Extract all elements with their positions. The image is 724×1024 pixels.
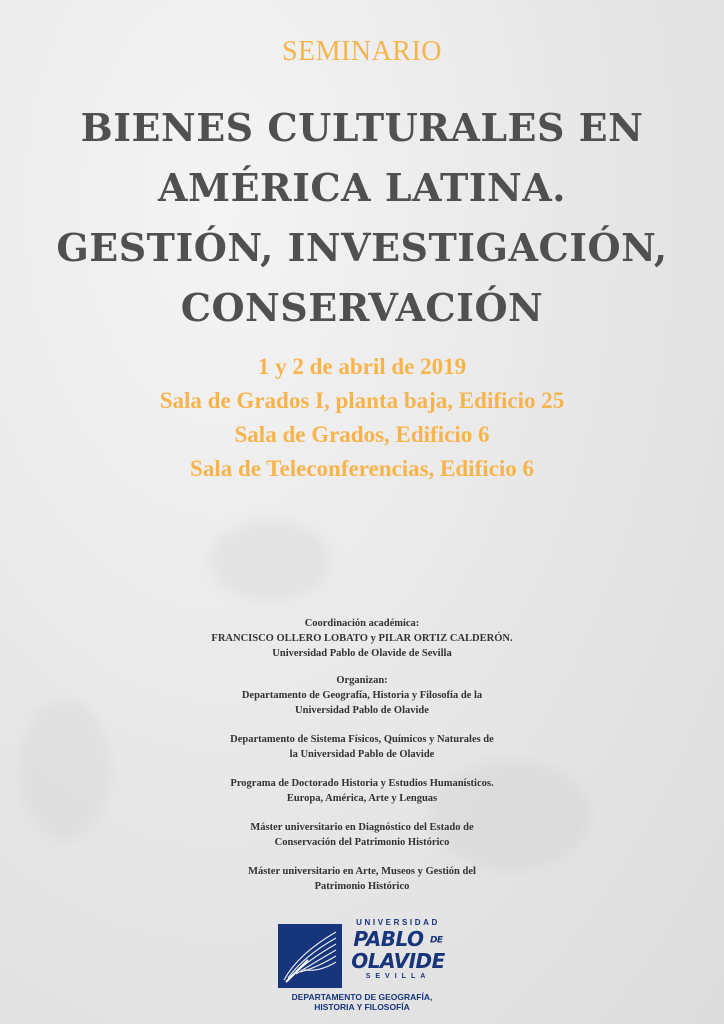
organizer-line: Universidad Pablo de Olavide [295, 705, 429, 716]
event-venue: Sala de Grados, Edificio 6 [234, 422, 490, 447]
organizer-block [150, 864, 574, 894]
organizer-line: Programa de Doctorado Historia y Estudios Humanísticos. [230, 778, 494, 789]
organizer-line: Patrimonio Histórico [314, 881, 410, 892]
background-stain [210, 520, 330, 600]
seminar-kicker: SEMINARIO [281, 36, 443, 67]
organizer-line: la Universidad Pablo de Olavide [289, 749, 435, 760]
quill-emblem-icon [278, 924, 342, 988]
event-venue: Sala de Grados I, planta baja, Edificio 25 [159, 388, 565, 413]
title-line: GESTIÓN, INVESTIGACIÓN, [56, 225, 668, 270]
organizers-block [150, 673, 574, 718]
organizer-line: Departamento de Sistema Físicos, Químicos y Naturales de [230, 734, 494, 745]
organizer-block [150, 732, 574, 762]
organizer-block [150, 776, 574, 806]
coordination-label: Coordinación académica: [304, 618, 420, 629]
logo-name-de: DE [429, 935, 443, 946]
logo-university-label: UNIVERSIDAD [356, 918, 440, 927]
logo-name-line1: PABLO DE [353, 927, 443, 951]
organizer-line: Máster universitario en Diagnóstico del Estado de [250, 822, 474, 833]
organizer-line: Europa, América, Arte y Lenguas [286, 793, 438, 804]
coordination-block [150, 616, 574, 661]
credits [150, 616, 574, 908]
coordinators-affiliation: Universidad Pablo de Olavide de Sevilla [272, 648, 452, 659]
page-title [40, 98, 684, 338]
logo-dept-line: DEPARTAMENTO DE GEOGRAFÍA, [291, 992, 433, 1002]
coordinators-names: FRANCISCO OLLERO LOBATO y PILAR ORTIZ CALDERÓN. [211, 633, 513, 644]
organizer-block [150, 820, 574, 850]
title-line: CONSERVACIÓN [180, 285, 544, 330]
organizers-label: Organizan: [336, 675, 388, 686]
title-line: BIENES CULTURALES EN [80, 105, 644, 150]
organizer-line: Conservación del Patrimonio Histórico [274, 837, 450, 848]
logo-dept-line: HISTORIA Y FILOSOFÍA [314, 1002, 410, 1012]
event-date: 1 y 2 de abril de 2019 [257, 354, 467, 379]
logo-city: SEVILLA [365, 972, 431, 980]
logo-department [276, 992, 448, 1012]
organizer-line: Departamento de Geografía, Historia y Filosofía de la [241, 690, 483, 701]
university-logo [276, 918, 448, 1018]
background-stain [20, 700, 110, 840]
logo-name-line2: OLAVIDE [351, 948, 445, 973]
title-line: AMÉRICA LATINA. [158, 165, 566, 210]
organizer-line: Máster universitario en Arte, Museos y Gestión del [248, 866, 476, 877]
event-venue: Sala de Teleconferencias, Edificio 6 [190, 456, 534, 481]
logo-wordmark [346, 918, 450, 980]
event-info [0, 350, 724, 486]
